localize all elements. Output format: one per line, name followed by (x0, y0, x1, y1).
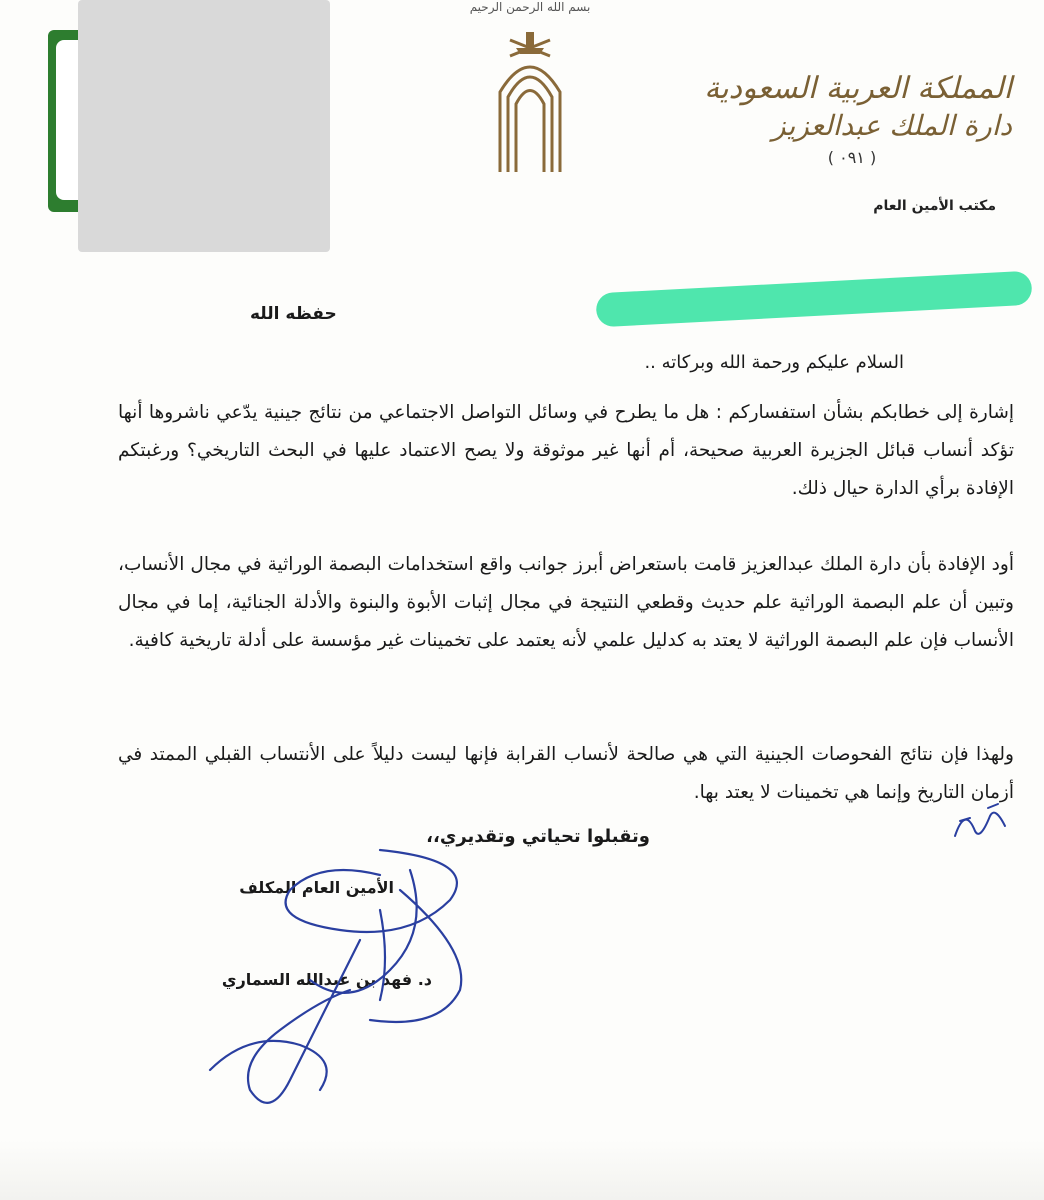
margin-note-handwritten (950, 796, 1010, 846)
darah-emblem-icon (490, 22, 570, 182)
basmala-text: بسم الله الرحمن الرحيم (469, 0, 591, 14)
honorific: حفظه الله (250, 304, 337, 324)
organization-header (702, 70, 1012, 167)
signatory-name: د. فهد بن عبدالله السماري (221, 970, 432, 989)
paragraph-3: ولهذا فإن نتائج الفحوصات الجينية التي هي صالحة لأنساب القرابة فإنها ليست دليلاً على الأنتساب القبلي الممتد في أزمان التاريخ وإنما هي تخمينات لا يعتد بها. (118, 744, 1014, 803)
redacted-box (78, 0, 330, 252)
closing-line: وتقبلوا تحياتي وتقديري،، (426, 826, 650, 847)
handwritten-signature (150, 830, 480, 1130)
org-name-country: المملكة العربية السعودية (704, 71, 1012, 106)
paragraph-2: أود الإفادة بأن دارة الملك عبدالعزيز قامت باستعراض أبرز جوانب واقع استخدامات البصمة الوراثية في مجال الأنساب، وتبين أن علم البصمة الوراثية علم حديث وقطعي النتيجة في مجال إثبات الأبوة والبنوة والأدلة الجنائية، إما في مجال الأنساب فإن علم البصمة الوراثية لا يعتد به كدليل علمي لأنه يعتمد على تخمينات غير مؤسسة على أدلة تاريخية كافية. (118, 554, 1014, 651)
office-name: مكتب الأمين العام (873, 198, 996, 214)
org-name-darah: دارة الملك عبدالعزيز (772, 109, 1012, 142)
reference-number: ( ٠٩١ ) (827, 148, 877, 167)
green-border-inner (56, 40, 78, 200)
page-bottom-edge (0, 1140, 1044, 1200)
redacted-recipient (595, 271, 1032, 328)
paragraph-1: إشارة إلى خطابكم بشأن استفساركم : هل ما يطرح في وسائل التواصل الاجتماعي من نتائج جينية يدّعي ناشروها أنها تؤكد أنساب قبائل الجزيرة العربية صحيحة، أم أنها غير موثوقة ولا يصح الاعتماد عليها في البحث التاريخي؟ ورغبتكم الإفادة برأي الدارة حيال ذلك. (118, 402, 1014, 499)
greeting: السلام عليكم ورحمة الله وبركاته .. (644, 352, 904, 373)
signatory-title: الأمين العام المكلف (239, 878, 394, 897)
